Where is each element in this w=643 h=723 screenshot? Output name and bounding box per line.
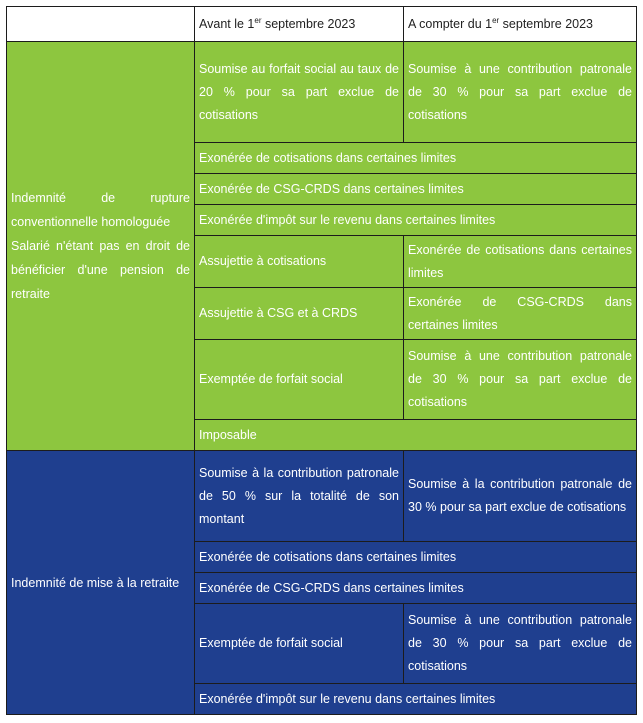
rupture-label-line2: Salarié n'étant pas en droit de bénéficier d'une pension de retraite — [11, 239, 190, 301]
header-after-date — [404, 7, 637, 42]
regime-table — [6, 6, 637, 715]
header-after-suffix: septembre 2023 — [499, 16, 594, 31]
table-row — [7, 42, 637, 143]
s1-row6-after: Exonérée de CSG-CRDS dans certaines limites — [404, 288, 637, 340]
s2-row4-after: Soumise à une contribution patronale de 30 % pour sa part exclue de cotisations — [404, 604, 637, 684]
s1-row5-after: Exonérée de cotisations dans certaines limites — [404, 236, 637, 288]
s1-row1-after: Soumise à une contribution patronale de 30 % pour sa part exclue de cotisations — [404, 42, 637, 143]
header-before-date — [195, 7, 404, 42]
table-row — [7, 451, 637, 542]
s1-row5-before: Assujettie à cotisations — [195, 236, 404, 288]
s1-row6-before: Assujettie à CSG et à CRDS — [195, 288, 404, 340]
rupture-conventionnelle-label — [7, 42, 195, 451]
header-before-sup: er — [254, 15, 262, 25]
header-empty-cell — [7, 7, 195, 42]
mise-a-la-retraite-label: Indemnité de mise à la retraite — [7, 451, 195, 715]
s1-row4: Exonérée d'impôt sur le revenu dans certaines limites — [195, 205, 637, 236]
s2-row2: Exonérée de cotisations dans certaines limites — [195, 542, 637, 573]
s2-row3: Exonérée de CSG-CRDS dans certaines limites — [195, 573, 637, 604]
s2-row5: Exonérée d'impôt sur le revenu dans certaines limites — [195, 684, 637, 715]
s1-row1-before: Soumise au forfait social au taux de 20 % pour sa part exclue de cotisations — [195, 42, 404, 143]
rupture-label-line1: Indemnité de rupture conventionnelle homologuée — [11, 191, 190, 229]
header-after-prefix: A compter du 1 — [408, 16, 493, 31]
s2-row1-after: Soumise à la contribution patronale de 30 % pour sa part exclue de cotisations — [404, 451, 637, 542]
s1-row7-after: Soumise à une contribution patronale de 30 % pour sa part exclue de cotisations — [404, 340, 637, 420]
s1-row8: Imposable — [195, 420, 637, 451]
header-before-prefix: Avant le 1 — [199, 16, 255, 31]
s1-row3: Exonérée de CSG-CRDS dans certaines limites — [195, 174, 637, 205]
header-after-sup: er — [492, 15, 500, 25]
s1-row7-before: Exemptée de forfait social — [195, 340, 404, 420]
s2-row4-before: Exemptée de forfait social — [195, 604, 404, 684]
header-before-suffix: septembre 2023 — [261, 16, 356, 31]
s2-row1-before: Soumise à la contribution patronale de 50 % sur la totalité de son montant — [195, 451, 404, 542]
s1-row2: Exonérée de cotisations dans certaines limites — [195, 143, 637, 174]
header-row — [7, 7, 637, 42]
